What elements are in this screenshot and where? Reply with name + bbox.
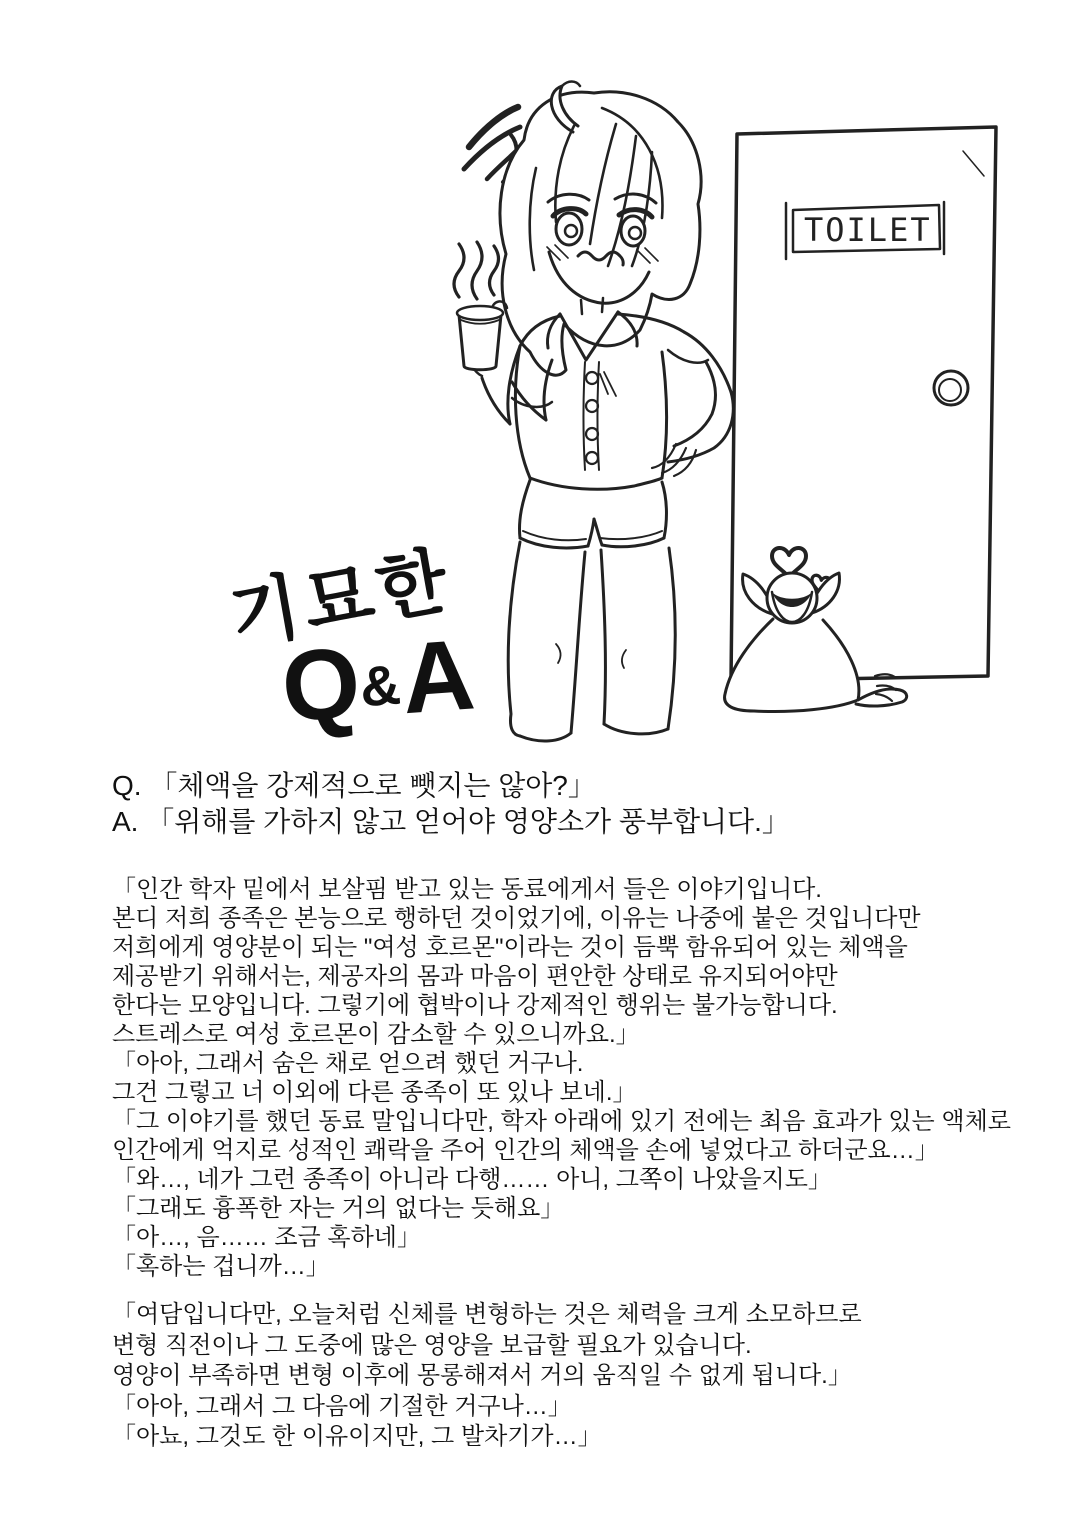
dialogue-line: 「여담입니다만, 오늘처럼 신체를 변형하는 것은 체력을 크게 소모하므로 (112, 1301, 862, 1328)
steam-icon (454, 242, 499, 299)
dialogue-line: 「혹하는 겁니까…」 (112, 1253, 330, 1280)
shorts-left-cuff (523, 531, 586, 540)
button (586, 428, 598, 440)
steam-line (490, 246, 499, 295)
dialogue-line: 그건 그렇고 너 이외에 다른 종족이 또 있나 보네.」 (112, 1079, 637, 1106)
sleeve-left-hem (512, 398, 552, 407)
title-a: A (398, 618, 479, 736)
shirt-wrinkles (600, 372, 616, 396)
dialogue-block-2 (112, 1300, 862, 1453)
shorts-right-outer (662, 482, 666, 538)
dialogue-line: 한다는 모양입니다. 그렇기에 협박이나 강제적인 행위는 불가능합니다. (112, 992, 838, 1019)
dialogue-line: 스트레스로 여성 호르몬이 감소할 수 있으니까요.」 (112, 1021, 640, 1048)
dialogue-line: 변형 직전이나 그 도중에 많은 영양을 보급할 필요가 있습니다. (112, 1331, 752, 1359)
dialogue-line: 「그 이야기를 했던 동료 말입니다만, 학자 아래에 있기 전에는 최음 효과가 있는 액체로 (112, 1108, 1011, 1135)
dialogue-line: 「인간 학자 밑에서 보살핌 받고 있는 동료에게서 들은 이야기입니다. (112, 876, 822, 903)
toilet-sign (786, 202, 944, 259)
forearm-right-outer (668, 392, 733, 462)
answer-line: A. 「위해를 가하지 않고 얻어야 영양소가 풍부합니다.」 (112, 806, 790, 837)
dialogue-line: 영양이 부족하면 변형 이후에 몽롱해져서 거의 움직일 수 없게 됩니다.」 (112, 1362, 852, 1389)
ahoge-tip (562, 82, 580, 87)
sleeve-right-hem (668, 350, 708, 363)
shorts-left-outer (519, 480, 530, 538)
dialogue-line: 「아아, 그래서 그 다음에 기절한 거구나…」 (112, 1392, 572, 1420)
dialogue-line: 저희에게 영양분이 되는 "여성 호르몬"이라는 것이 듬뿍 함유되어 있는 체액을 (112, 934, 908, 961)
shirt-hem (530, 478, 662, 489)
dialogue-line: 「아아, 그래서 숨은 채로 얻으려 했던 거구나. (112, 1050, 584, 1077)
steam-line (454, 244, 464, 297)
steam-line (472, 242, 482, 299)
dialogue-line: 「그래도 흉폭한 자는 거의 없다는 듯해요」 (112, 1195, 565, 1222)
torso-left (515, 346, 530, 478)
forearm-right-inner (674, 362, 715, 446)
question-line: Q. 「체액을 강제적으로 뺏지는 않아?」 (112, 770, 596, 801)
handwritten-title-line1: 기묘한 (223, 540, 459, 658)
toilet-sign-text: TOILET (804, 211, 932, 249)
penguin-tail (856, 689, 907, 706)
title-q: Q (278, 626, 364, 744)
pants-right-inner (601, 550, 605, 724)
handwritten-title-line2 (278, 617, 478, 745)
coffee-cup (457, 306, 503, 370)
dialogue-block-1 (112, 875, 1011, 1281)
dialogue-line: 본디 저희 종족은 본능으로 행하던 것이었기에, 이유는 나중에 붙은 것입니다만 (112, 905, 921, 932)
eye-left (556, 213, 582, 245)
pants-left-inner (571, 552, 585, 733)
qa-block (112, 768, 790, 840)
dialogue-line: 제공받기 위해서는, 제공자의 몸과 마음이 편안한 상태로 유지되어야만 (112, 963, 838, 990)
forearm-left-outer (482, 378, 510, 424)
pants-right-outer (668, 548, 675, 729)
knee-wrinkles (556, 644, 626, 668)
pants-left-outer (508, 542, 520, 736)
door-knob (934, 371, 968, 405)
pants-right-cuff (604, 724, 668, 734)
title-ampersand: & (357, 652, 405, 719)
shorts-crotch (588, 519, 602, 546)
shorts-right-cuff (600, 531, 662, 539)
button (586, 400, 598, 412)
dialogue-line: 「아…, 음…… 조금 혹하네」 (112, 1224, 421, 1251)
dialogue-line: 「아뇨, 그것도 한 이유이지만, 그 발차기가…」 (112, 1423, 602, 1450)
cup-rim (457, 306, 503, 320)
dialogue-line: 인간에게 억지로 성적인 쾌락을 주어 인간의 체액을 손에 넣었다고 하더군요…」 (112, 1137, 939, 1164)
girl-character (454, 82, 733, 742)
button (586, 372, 598, 384)
button (586, 452, 598, 464)
dialogue-line: 「와…, 네가 그런 종족이 아니라 다행…… 아니, 그쪽이 나았을지도」 (112, 1166, 832, 1193)
girl-pants (508, 542, 675, 741)
pants-left-cuff (520, 733, 571, 741)
